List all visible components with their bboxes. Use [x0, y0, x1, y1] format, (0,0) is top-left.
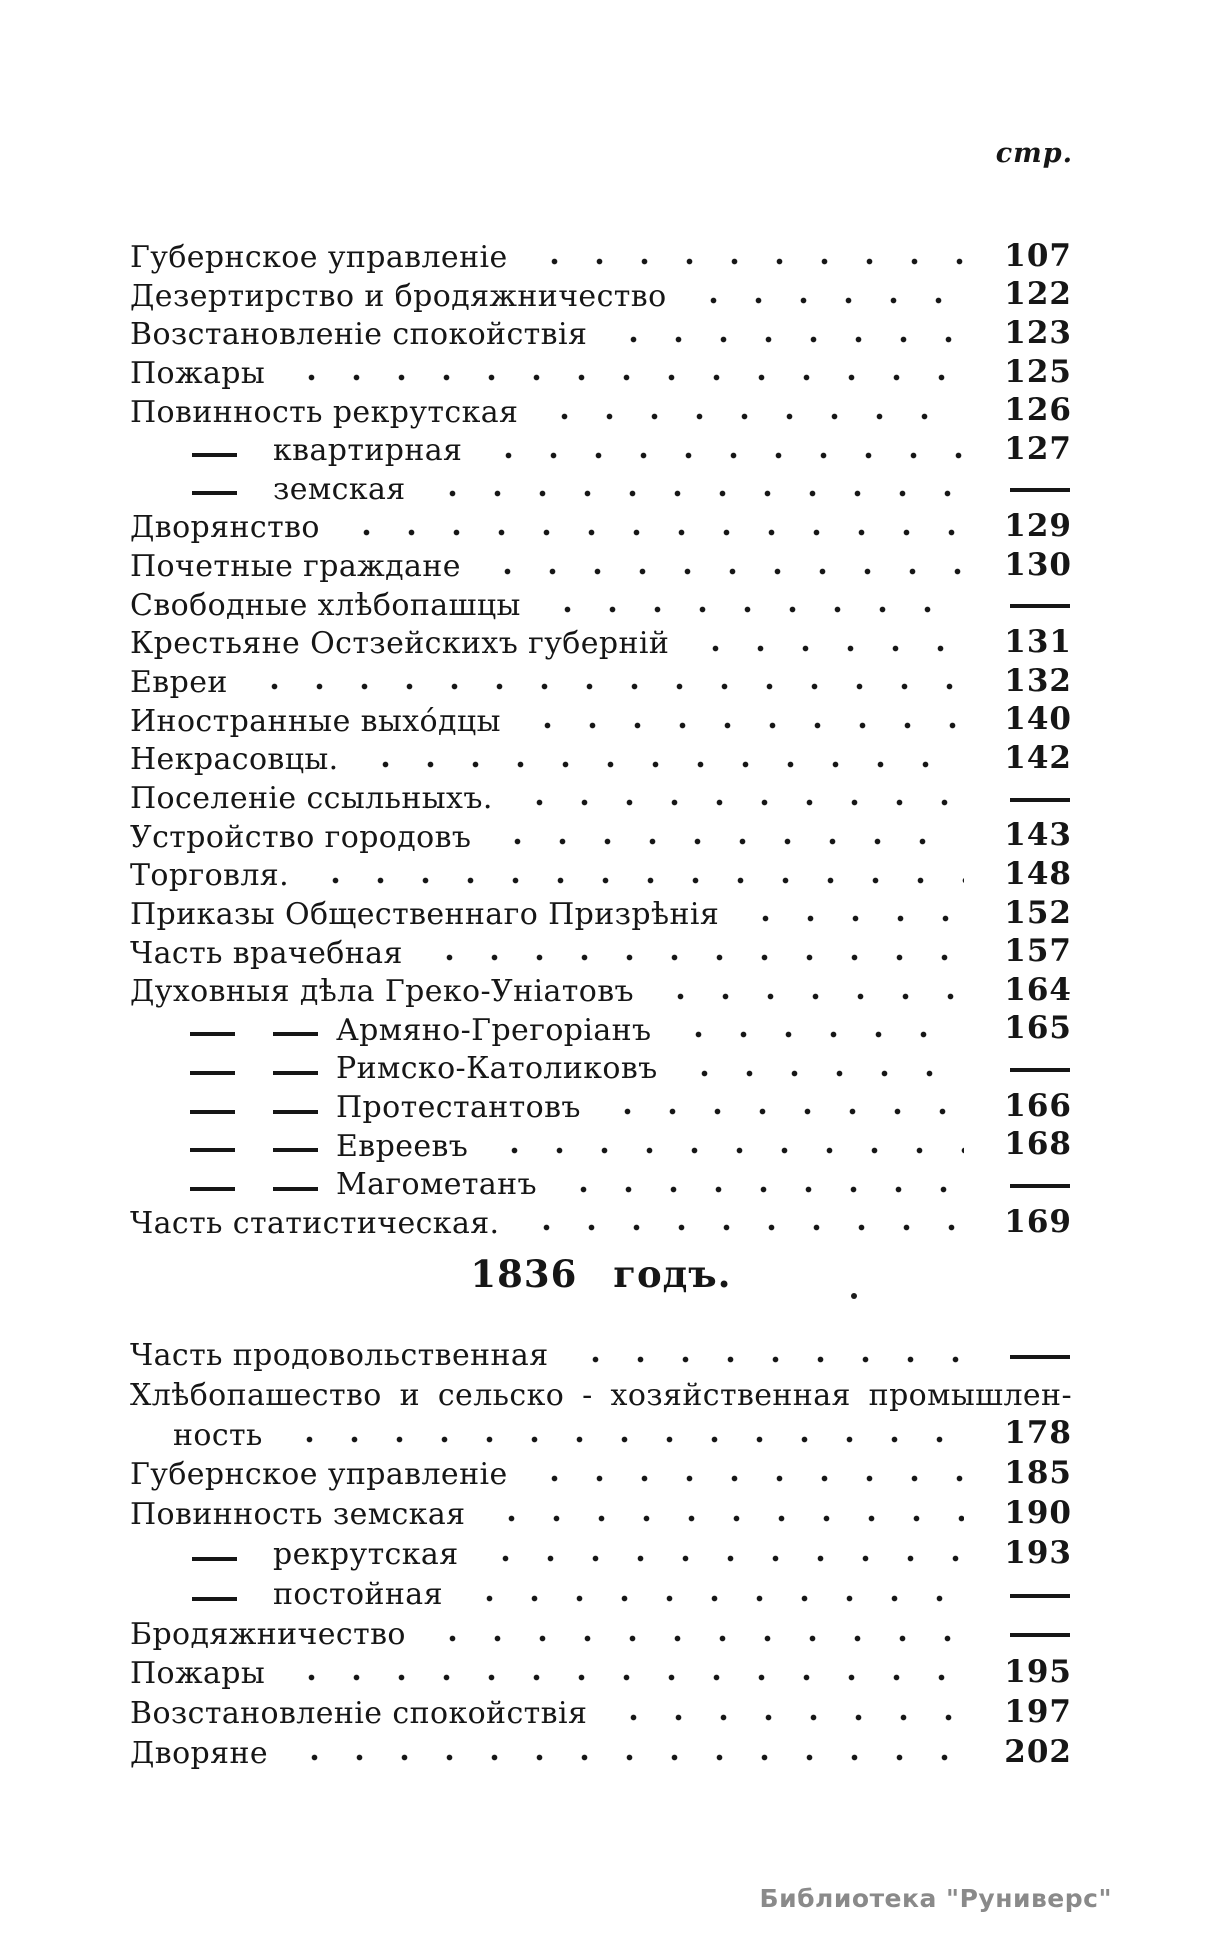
page-number: 127 — [1004, 430, 1072, 467]
page-number-cell — [972, 355, 1072, 394]
dot-leader — [471, 1535, 964, 1575]
toc-row — [130, 973, 1072, 1012]
page-number: 131 — [1004, 624, 1072, 661]
dot-leader — [415, 935, 964, 974]
dot-leader — [593, 1089, 964, 1128]
toc-entry-label: Дезертирство и бродяжничество — [130, 278, 667, 314]
page-number: 140 — [1004, 701, 1072, 738]
dot-leader — [681, 625, 964, 664]
toc-row — [130, 1089, 1072, 1128]
toc-entry-label: Почетные граждане — [130, 549, 461, 585]
toc-entry-label: Часть врачебная — [130, 935, 403, 971]
page-number: 190 — [1004, 1494, 1072, 1531]
toc-row — [130, 1495, 1072, 1535]
page-number: 130 — [1004, 546, 1072, 583]
page-number-cell — [972, 1012, 1072, 1051]
toc-row — [130, 355, 1072, 394]
toc-row — [130, 780, 1072, 819]
page-number-cell — [972, 1089, 1072, 1128]
dot-leader — [455, 1575, 964, 1615]
blank-page-dash — [1010, 1633, 1070, 1637]
page-number: 165 — [1004, 1010, 1072, 1047]
page-number: 195 — [1004, 1654, 1072, 1691]
ditto-dash — [192, 491, 237, 495]
toc-row — [130, 509, 1072, 548]
blank-page-dash — [1010, 1184, 1070, 1188]
page-number-cell — [972, 1128, 1072, 1167]
blank-page-dash — [1010, 1594, 1070, 1598]
page-number-cell — [972, 471, 1072, 510]
toc-entry-label: Повинность рекрутская — [130, 394, 519, 430]
toc-row — [130, 664, 1072, 703]
page-number-cell — [972, 1416, 1072, 1456]
toc-entry-label: Поселеніе ссыльныхъ. — [130, 780, 493, 816]
page-number: 148 — [1004, 855, 1072, 892]
page-number-cell — [972, 394, 1072, 433]
blank-page-dash — [1010, 1355, 1070, 1359]
dot-leader — [670, 1050, 964, 1089]
ditto-dash — [192, 1597, 237, 1601]
page-number-cell — [972, 432, 1072, 471]
toc-row — [130, 1166, 1072, 1205]
page-number: 123 — [1004, 314, 1072, 351]
toc-section-1836 — [130, 1336, 1072, 1774]
dot-leader — [679, 278, 964, 317]
page-number: 193 — [1004, 1534, 1072, 1571]
page-number-cell — [972, 896, 1072, 935]
dot-leader — [512, 1205, 965, 1244]
blank-page-dash — [1010, 798, 1070, 802]
toc-entry-label: Губернское управленіе — [130, 240, 508, 275]
dot-leader — [731, 896, 964, 935]
page-number-cell — [972, 548, 1072, 587]
page-number-cell — [972, 1615, 1072, 1655]
page-number-cell — [972, 1166, 1072, 1205]
page-number-cell — [972, 1495, 1072, 1535]
toc-row — [130, 587, 1072, 626]
toc-row: Хлѣбопашество и сельско - хозяйственная промышлен- — [130, 1377, 1072, 1413]
toc-entry-label: квартирная — [273, 433, 463, 469]
page-number-cell — [972, 1455, 1072, 1495]
toc-section-1835 — [130, 239, 1072, 1244]
blank-page-dash — [1010, 604, 1070, 608]
page-number-cell — [972, 664, 1072, 703]
toc-entry-label: Возстановленіе спокойствія — [130, 1696, 588, 1732]
toc-entry-label: Евреевъ — [336, 1128, 469, 1164]
dot-leader — [477, 1495, 964, 1535]
library-watermark: Библиотека "Руниверс" — [759, 1884, 1112, 1913]
page-number-cell — [972, 819, 1072, 858]
page-number-cell — [972, 239, 1072, 278]
toc-row — [130, 1694, 1072, 1734]
ditto-dash — [273, 1032, 318, 1036]
page-number-cell — [972, 1050, 1072, 1089]
dot-leader — [275, 1416, 964, 1456]
toc-entry-label: рекрутская — [273, 1536, 459, 1572]
section-heading-1836: 1836 годъ. — [470, 1252, 732, 1296]
toc-row — [130, 432, 1072, 471]
toc-entry-label: Евреи — [130, 665, 228, 701]
toc-row — [130, 1050, 1072, 1089]
toc-row — [130, 1535, 1072, 1575]
dot-leader — [520, 239, 964, 278]
blank-page-dash — [1010, 488, 1070, 492]
toc-entry-label: Часть продовольственная — [130, 1338, 549, 1373]
page-number-cell — [972, 973, 1072, 1012]
toc-entry-label: Повинность земская — [130, 1497, 466, 1533]
dot-leader — [240, 664, 964, 703]
ditto-dash — [273, 1110, 318, 1114]
dot-leader — [533, 587, 964, 626]
dot-leader — [599, 1694, 964, 1734]
dot-leader — [599, 316, 964, 355]
toc-row — [130, 896, 1072, 935]
toc-row — [130, 316, 1072, 355]
toc-entry-label: Армяно-Грегоріанъ — [336, 1012, 652, 1048]
toc-row — [130, 1575, 1072, 1615]
toc-row — [130, 741, 1072, 780]
page-number-cell — [972, 780, 1072, 819]
dot-leader — [646, 973, 964, 1012]
toc-entry-label: Римско-Католиковъ — [336, 1051, 658, 1087]
toc-entry-label: Губернское управленіе — [130, 1457, 508, 1493]
toc-entry-label: постойная — [273, 1576, 443, 1612]
dot-leader — [483, 819, 964, 858]
toc-entry-label: Магометанъ — [336, 1167, 538, 1203]
toc-row — [130, 278, 1072, 317]
page-number-cell — [972, 625, 1072, 664]
blank-page-dash — [1010, 1068, 1070, 1072]
dot-leader — [280, 1734, 964, 1774]
toc-row — [130, 1734, 1072, 1774]
toc-row — [130, 1012, 1072, 1051]
toc-row — [130, 1336, 1072, 1376]
ditto-dash — [190, 1071, 235, 1075]
page-number: 202 — [1004, 1733, 1072, 1770]
page-number: 157 — [1004, 933, 1072, 970]
toc-entry-label: Иностранные выхо́дцы — [130, 703, 501, 739]
page-number: 132 — [1004, 662, 1072, 699]
toc-entry-label: Приказы Общественнаго Призрѣнія — [130, 896, 720, 932]
page-number-cell — [972, 703, 1072, 742]
dot-leader — [351, 741, 964, 780]
toc-row — [130, 1416, 1072, 1456]
dot-leader — [513, 703, 964, 742]
dot-leader — [520, 1455, 964, 1495]
page-number: 168 — [1004, 1126, 1072, 1163]
page-number-cell — [972, 1535, 1072, 1575]
page-number-cell — [972, 278, 1072, 317]
toc-entry-label: Торговля. — [130, 858, 290, 894]
toc-row — [130, 548, 1072, 587]
toc-entry-label: Некрасовцы. — [130, 742, 339, 778]
toc-entry-label: Бродяжничество — [130, 1616, 406, 1652]
page-number: 164 — [1004, 971, 1072, 1008]
page-number: 166 — [1004, 1087, 1072, 1124]
page-number: 125 — [1004, 353, 1072, 390]
toc-row — [130, 1455, 1072, 1495]
ditto-dash — [190, 1110, 235, 1114]
page-number-cell — [972, 587, 1072, 626]
dot-leader — [301, 857, 964, 896]
toc-entry-label: земская — [273, 471, 406, 507]
page-number-cell — [972, 1734, 1072, 1774]
page-number-cell — [972, 509, 1072, 548]
page-number: 126 — [1004, 392, 1072, 429]
toc-row — [130, 1615, 1072, 1655]
ditto-dash — [192, 1557, 237, 1561]
toc-entry-label: Дворяне — [130, 1735, 269, 1771]
page-number: 197 — [1004, 1693, 1072, 1730]
page-number-cell — [972, 741, 1072, 780]
ditto-dash — [273, 1071, 318, 1075]
toc-row — [130, 394, 1072, 433]
page-number-cell — [972, 1575, 1072, 1615]
ditto-dash — [273, 1187, 318, 1191]
toc-row — [130, 625, 1072, 664]
toc-entry-label: ность — [173, 1417, 263, 1453]
toc-entry-label: Протестантовъ — [336, 1090, 581, 1126]
dot-leader — [549, 1166, 964, 1205]
toc-entry-label: Возстановленіе спокойствія — [130, 317, 588, 353]
toc-entry-label: Дворянство — [130, 510, 320, 546]
toc-entry-label: Устройство городовъ — [130, 819, 472, 855]
ditto-dash — [192, 453, 237, 457]
ditto-dash — [190, 1187, 235, 1191]
page-number: 143 — [1004, 817, 1072, 854]
page-number-cell — [972, 935, 1072, 974]
page-number-cell — [972, 1694, 1072, 1734]
toc-row — [130, 857, 1072, 896]
toc-entry-label: Свободные хлѣбопашцы — [130, 587, 521, 623]
dot-leader — [505, 780, 964, 819]
toc-entry-label: Пожары — [130, 1656, 266, 1692]
toc-row — [130, 935, 1072, 974]
page-number: 169 — [1004, 1203, 1072, 1240]
toc-row — [130, 703, 1072, 742]
toc-entry-label: Пожары — [130, 355, 266, 391]
toc-row — [130, 1205, 1072, 1244]
ditto-dash — [190, 1148, 235, 1152]
dot-leader — [332, 509, 964, 548]
page-number: 152 — [1004, 894, 1072, 931]
toc-row — [130, 239, 1072, 278]
toc-row — [130, 1654, 1072, 1694]
dot-leader — [473, 548, 964, 587]
dot-leader — [277, 355, 964, 394]
toc-entry-label: Часть статистическая. — [130, 1206, 500, 1242]
page-number: 129 — [1004, 508, 1072, 545]
ditto-dash — [190, 1032, 235, 1036]
dot-leader — [277, 1654, 964, 1694]
dot-leader — [664, 1012, 964, 1051]
dot-leader — [561, 1336, 964, 1376]
toc-row — [130, 471, 1072, 510]
page-number-cell — [972, 1336, 1072, 1376]
page-number: 107 — [1004, 237, 1072, 274]
toc-entry-label: Крестьяне Остзейскихъ губерній — [130, 626, 670, 662]
ditto-dash — [273, 1148, 318, 1152]
ink-speck — [851, 1293, 857, 1299]
page-number-cell — [972, 1205, 1072, 1244]
page-number-cell — [972, 316, 1072, 355]
dot-leader — [480, 1128, 964, 1167]
page-number: 122 — [1004, 276, 1072, 313]
dot-leader — [418, 471, 964, 510]
toc-entry-label: Духовныя дѣла Греко-Уніатовъ — [130, 974, 635, 1010]
toc-row — [130, 1128, 1072, 1167]
page-number: 178 — [1004, 1415, 1072, 1452]
page-number: 142 — [1004, 739, 1072, 776]
page-number-cell — [972, 857, 1072, 896]
page-number-cell — [972, 1654, 1072, 1694]
page-column-header: стр. — [995, 138, 1073, 169]
toc-row — [130, 819, 1072, 858]
dot-leader — [530, 394, 964, 433]
page-number: 185 — [1004, 1455, 1072, 1492]
dot-leader — [474, 432, 964, 471]
dot-leader — [418, 1615, 964, 1655]
